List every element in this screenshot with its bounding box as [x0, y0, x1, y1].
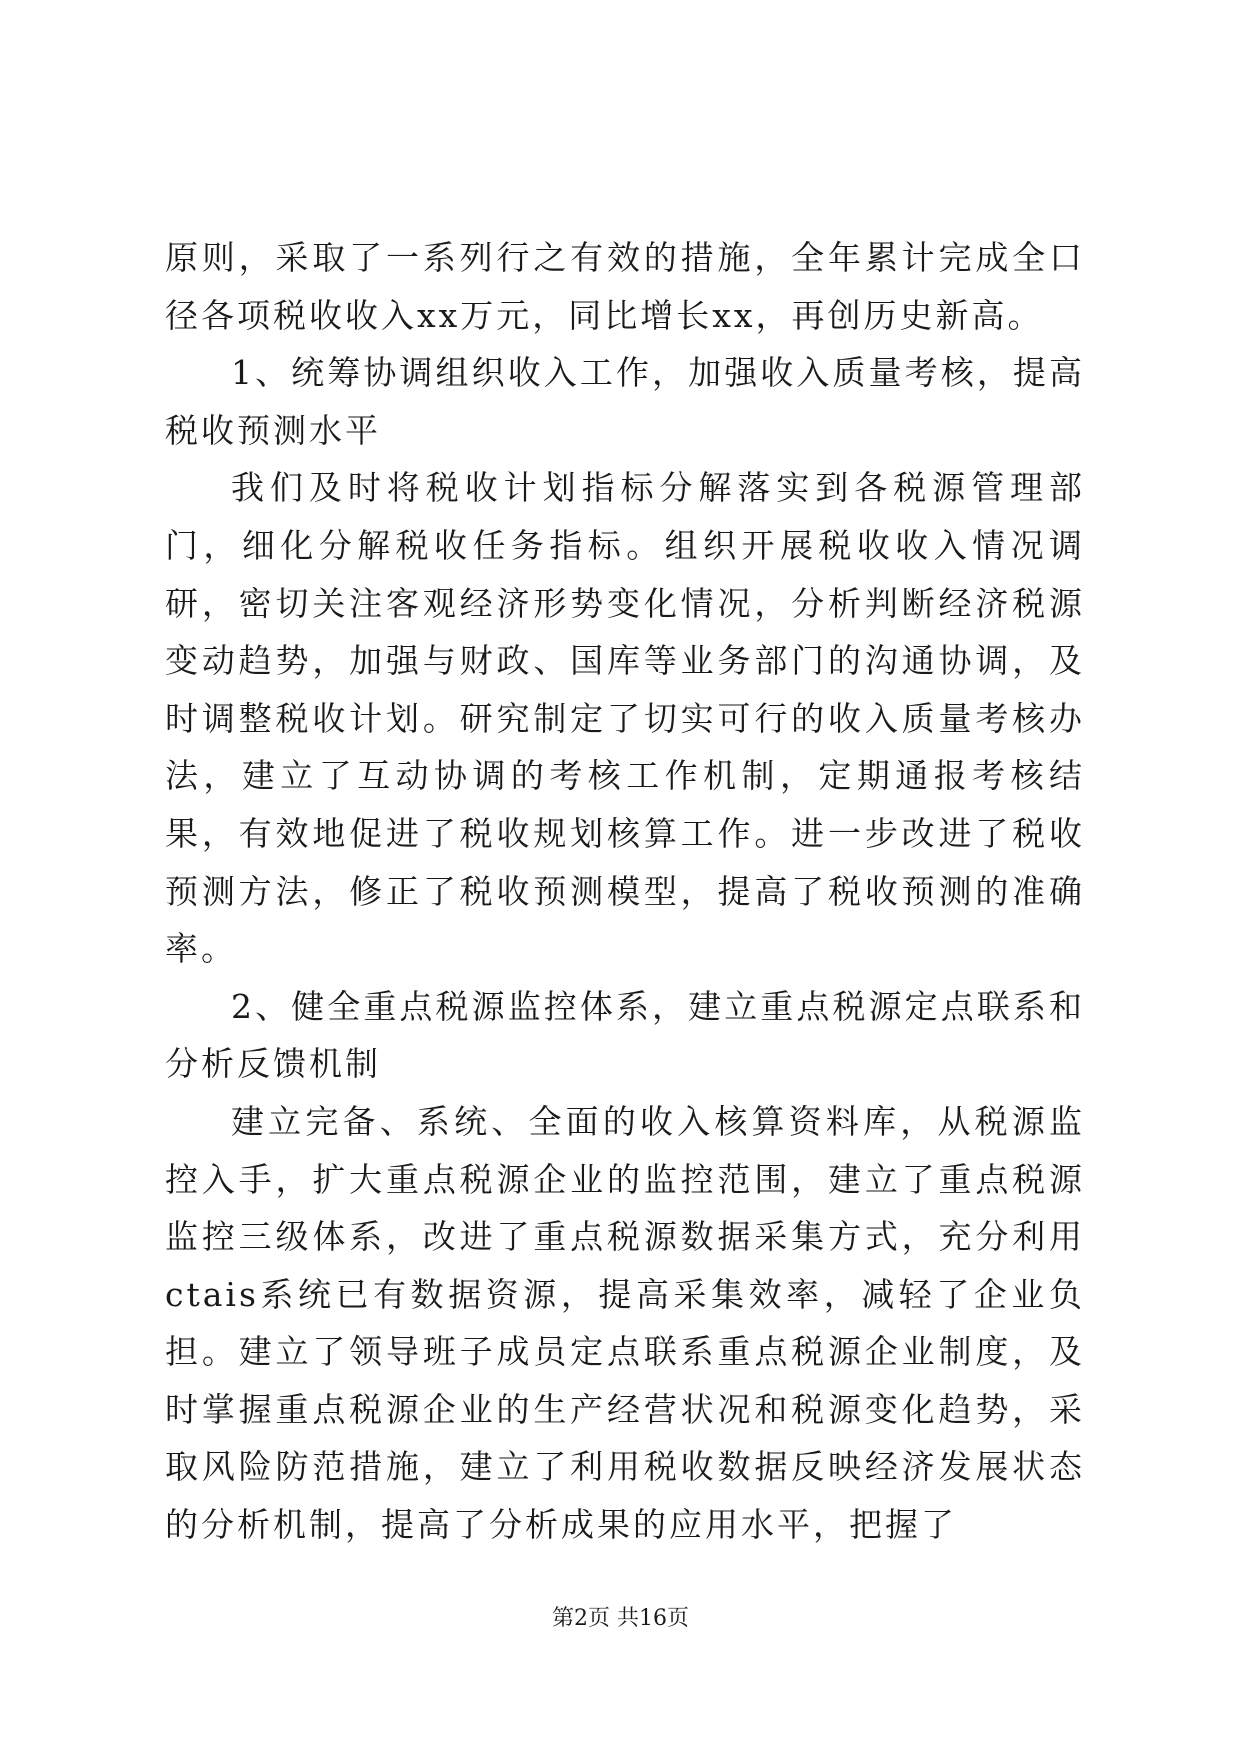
- section-heading-1: 1、统筹协调组织收入工作，加强收入质量考核，提高税收预测水平: [165, 353, 1085, 450]
- paragraph-section-2-body: 建立完备、系统、全面的收入核算资料库，从税源监控入手，扩大重点税源企业的监控范围，建立了重点税源监控三级体系，改进了重点税源数据采集方式，充分利用ctais系统已有数据资源，提高采集效率，减轻了企业负担。建立了领导班子成员定点联系重点税源企业制度，及时掌握重点税源企业的生产经营状况和税源变化趋势，采取风险防范措施，建立了利用税收数据反映经济发展状态的分析机制，提高了分析成果的应用水平，把握了: [165, 1101, 1085, 1545]
- paragraph-intro-continuation: 原则，采取了一系列行之有效的措施，全年累计完成全口径各项税收收入xx万元，同比增长xx，再创历史新高。: [165, 238, 1085, 335]
- paragraph-section-1-body: 我们及时将税收计划指标分解落实到各税源管理部门，细化分解税收任务指标。组织开展税收收入情况调研，密切关注客观经济形势变化情况，分析判断经济税源变动趋势，加强与财政、国库等业务部门的沟通协调，及时调整税收计划。研究制定了切实可行的收入质量考核办法，建立了互动协调的考核工作机制，定期通报考核结果，有效地促进了税收规划核算工作。进一步改进了税收预测方法，修正了税收预测模型，提高了税收预测的准确率。: [165, 468, 1085, 969]
- document-body: [165, 229, 1085, 1554]
- section-heading-2: 2、健全重点税源监控体系，建立重点税源定点联系和分析反馈机制: [165, 986, 1085, 1084]
- page-number-footer: 第2页 共16页: [552, 1606, 689, 1631]
